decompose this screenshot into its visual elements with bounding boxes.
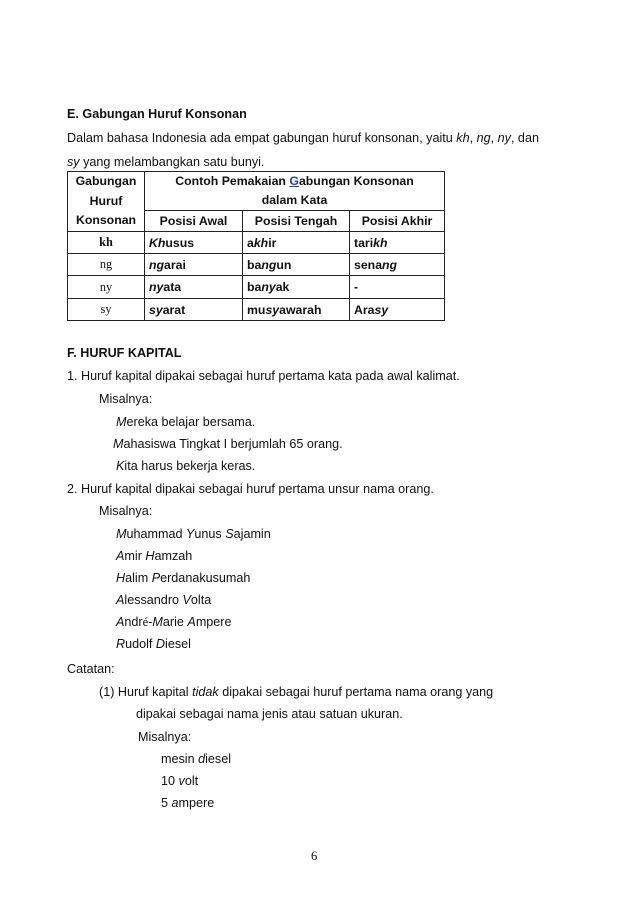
example-sentence: Mereka belajar bersama. — [116, 415, 256, 429]
catatan-label: Catatan: — [67, 662, 115, 676]
cell-awal: nyata — [145, 276, 243, 299]
cell-gabungan: ng — [68, 254, 145, 276]
table-row — [68, 299, 445, 321]
page-number: 6 — [311, 849, 318, 863]
example-name: Muhammad Yunus Sajamin — [116, 527, 271, 541]
example-name: Alessandro Volta — [116, 593, 212, 607]
cell-gabungan: kh — [68, 232, 145, 254]
cell-gabungan: ny — [68, 276, 145, 299]
example-name: Rudolf Diesel — [116, 637, 191, 651]
section-e-heading: E. Gabungan Huruf Konsonan — [67, 107, 247, 121]
table-row — [68, 276, 445, 299]
cell-tengah: bangun — [243, 254, 350, 276]
cell-akhir: senang — [350, 254, 445, 276]
cell-akhir: Arasy — [350, 299, 445, 321]
section-e-paragraph-line2: sy yang melambangkan satu bunyi. — [67, 155, 265, 169]
cell-awal: Khusus — [145, 232, 243, 254]
cell-tengah: akhir — [243, 232, 350, 254]
example-name: André-Marie Ampere — [116, 615, 232, 629]
note-example: 10 volt — [161, 774, 199, 788]
example-sentence: Mahasiswa Tingkat I berjumlah 65 orang. — [113, 437, 343, 451]
example-name: Halim Perdanakusumah — [116, 571, 251, 585]
cell-akhir: - — [350, 276, 445, 299]
misalnya-label-3: Misalnya: — [138, 730, 192, 744]
table-row — [68, 254, 445, 276]
cell-tengah: musyawarah — [243, 299, 350, 321]
rule-1: 1. Huruf kapital dipakai sebagai huruf pertama kata pada awal kalimat. — [67, 369, 460, 383]
header-posisi-awal: Posisi Awal — [145, 211, 243, 232]
misalnya-label-2: Misalnya: — [99, 504, 153, 518]
cell-awal: syarat — [145, 299, 243, 321]
misalnya-label-1: Misalnya: — [99, 392, 153, 406]
section-f-heading: F. HURUF KAPITAL — [67, 346, 182, 360]
table-row — [68, 232, 445, 254]
section-e-paragraph-line1: Dalam bahasa Indonesia ada empat gabungan huruf konsonan, yaitu kh, ng, ny, dan — [67, 131, 539, 145]
note-1-line2: dipakai sebagai nama jenis atau satuan ukuran. — [136, 707, 403, 721]
note-1-line1: (1) Huruf kapital tidak dipakai sebagai huruf pertama nama orang yang — [99, 685, 494, 699]
cell-gabungan: sy — [68, 299, 145, 321]
example-sentence: Kita harus bekerja keras. — [116, 459, 256, 473]
note-example: mesin diesel — [161, 752, 232, 766]
header-contoh-pemakaian: Contoh Pemakaian Gabungan Konsonan dalam Kata — [145, 172, 445, 211]
header-posisi-akhir: Posisi Akhir — [350, 211, 445, 232]
cell-akhir: tarikh — [350, 232, 445, 254]
rule-2: 2. Huruf kapital dipakai sebagai huruf pertama unsur nama orang. — [67, 482, 434, 496]
example-name: Amir Hamzah — [116, 549, 193, 563]
header-posisi-tengah: Posisi Tengah — [243, 211, 350, 232]
note-example: 5 ampere — [161, 796, 215, 810]
cell-tengah: banyak — [243, 276, 350, 299]
header-gabungan-huruf-konsonan: Gabungan Huruf Konsonan — [68, 172, 145, 232]
cell-awal: ngarai — [145, 254, 243, 276]
consonant-cluster-table — [67, 171, 445, 321]
